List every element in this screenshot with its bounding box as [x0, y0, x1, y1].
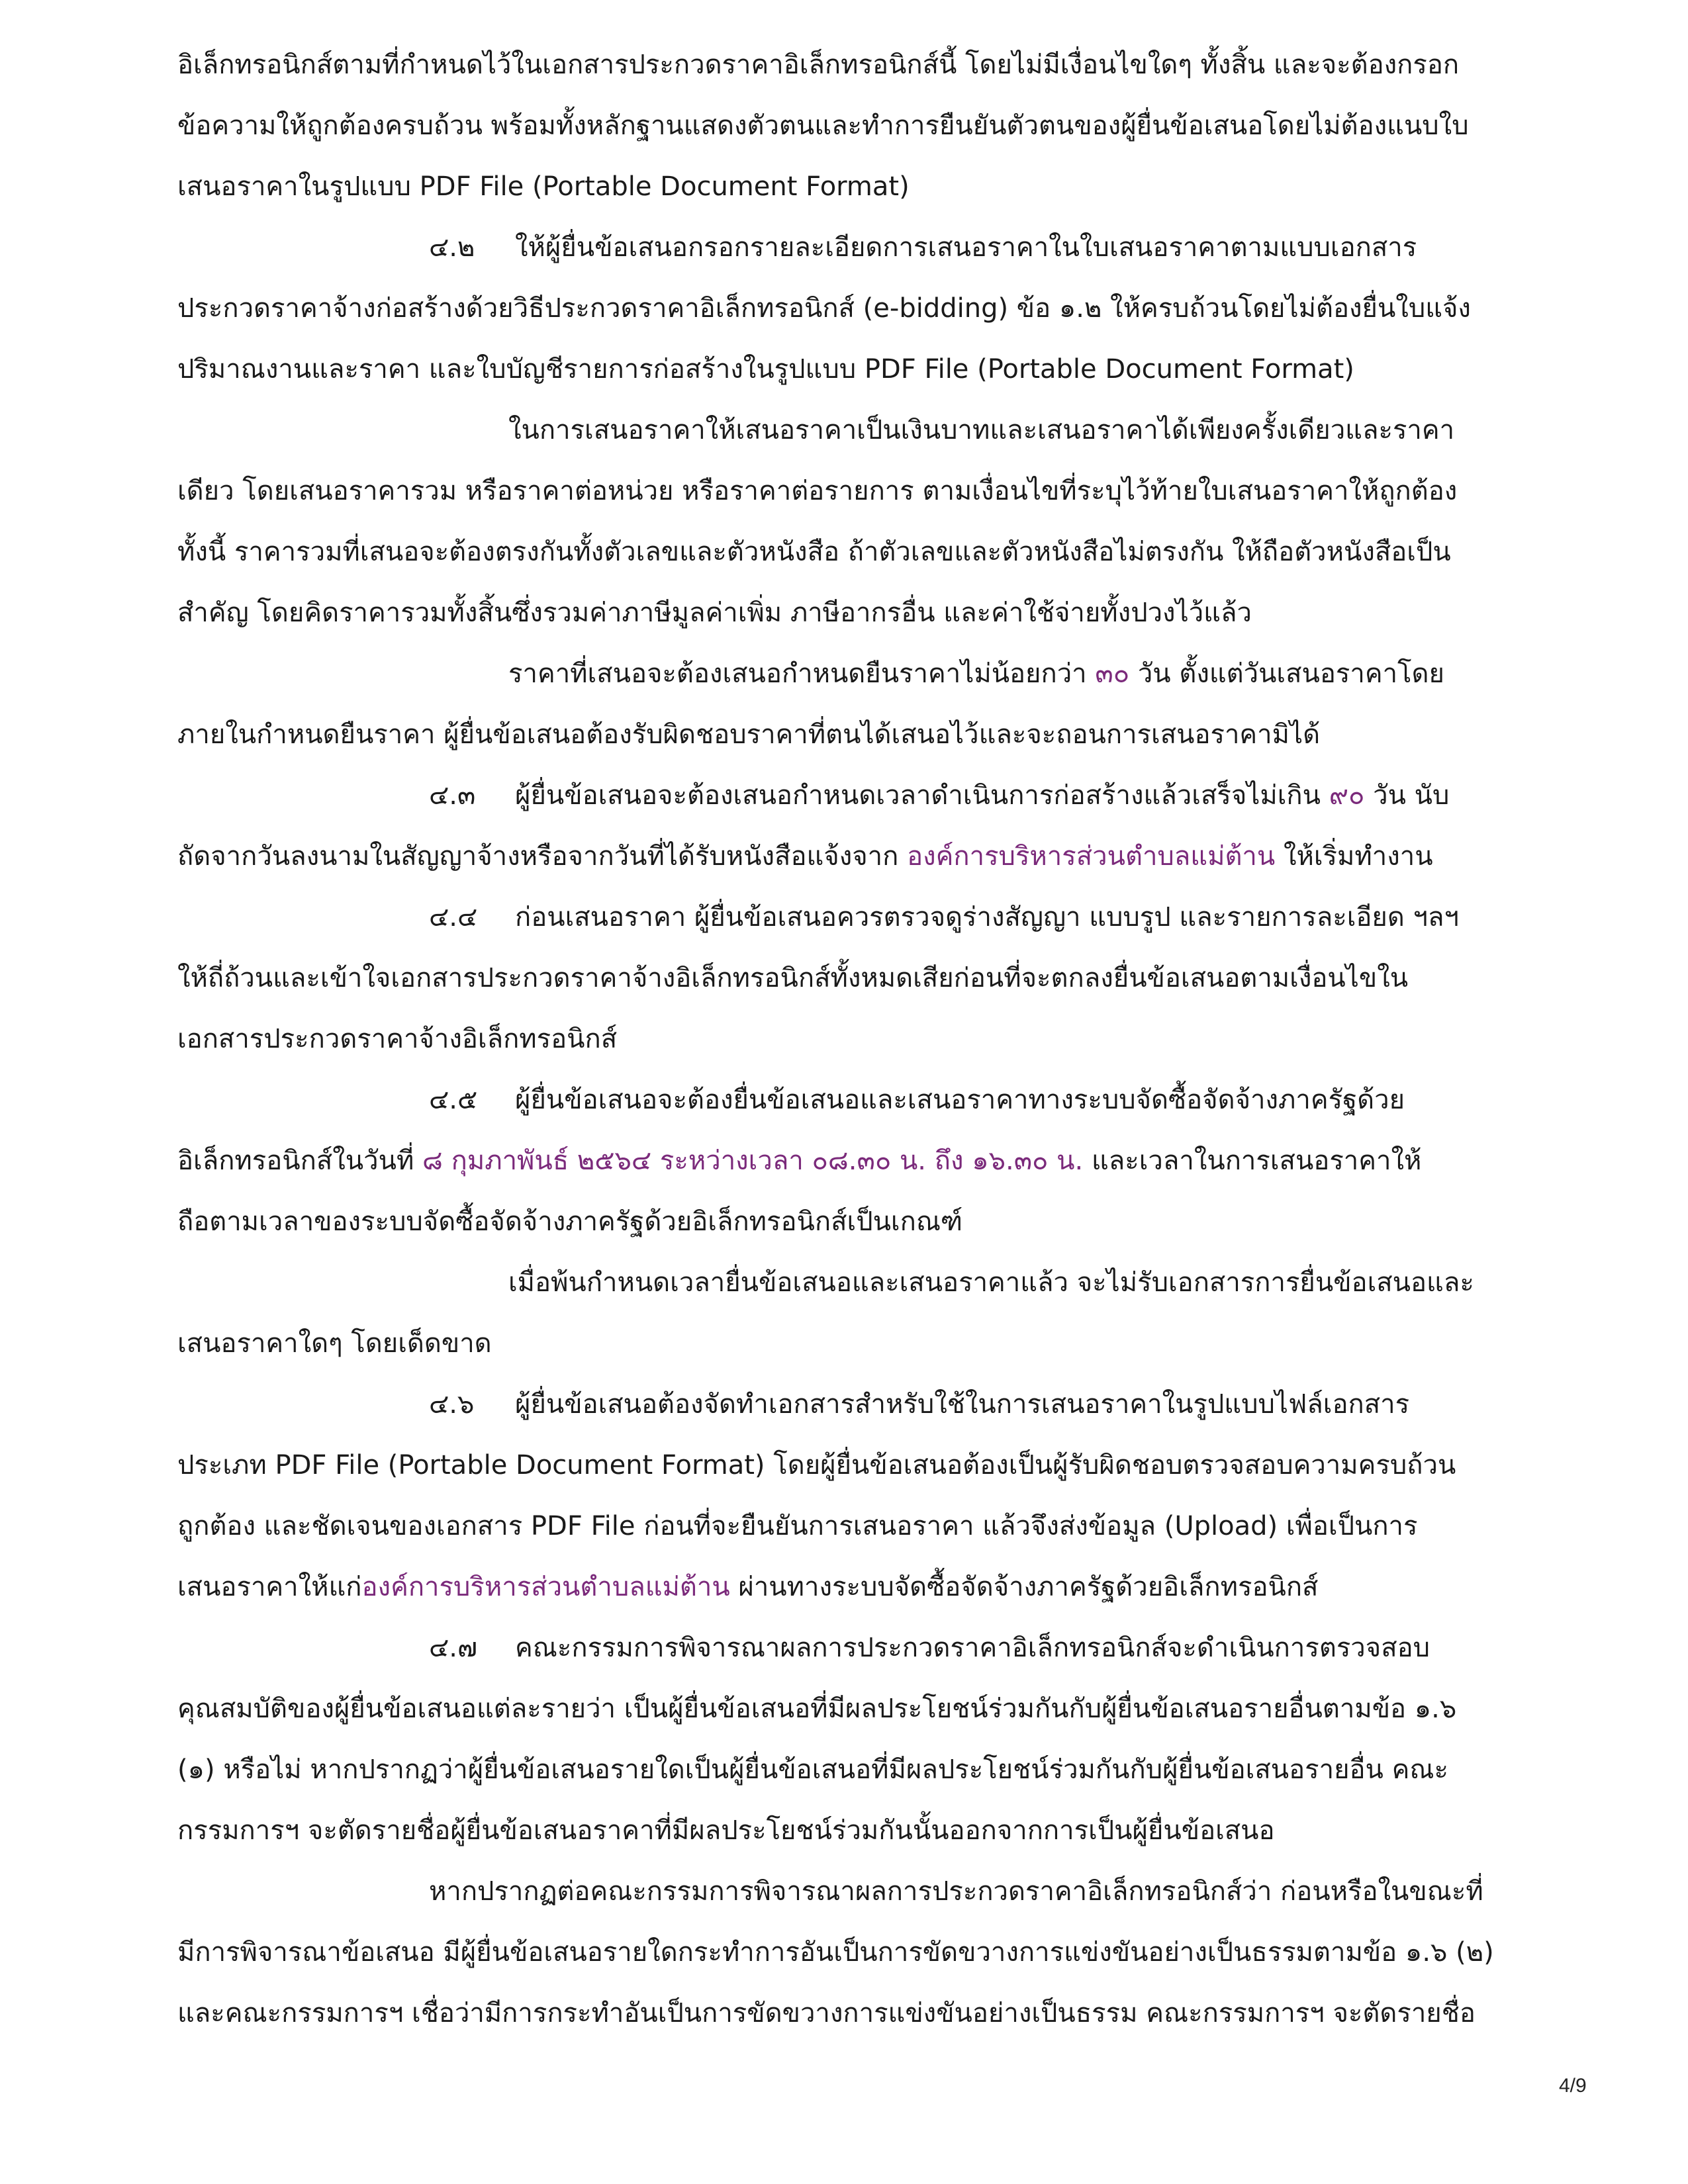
paragraph-start [177, 643, 1508, 704]
text-line [177, 278, 1508, 339]
document-body [177, 34, 1508, 2044]
clause-number: ๔.๖ [429, 1389, 475, 1420]
paragraph-start [177, 400, 1508, 461]
line-text: ผู้ยื่นข้อเสนอจะต้องยื่นข้อเสนอและเสนอราคาทางระบบจัดซื้อจัดจ้างภาครัฐด้วย [515, 1085, 1405, 1115]
text-line [177, 1800, 1508, 1861]
text-line [177, 1739, 1508, 1800]
line-text: ผู้ยื่นข้อเสนอต้องจัดทำเอกสารสำหรับใช้ในการเสนอราคาในรูปแบบไฟล์เอกสาร [515, 1389, 1410, 1420]
line-text: กรรมการฯ จะตัดรายชื่อผู้ยื่นข้อเสนอราคาที่มีผลประโยชน์ร่วมกันนั้นออกจากการเป็นผู้ยื่นข้อเสนอ [177, 1815, 1275, 1846]
organization-name: องค์การบริหารส่วนตำบลแม่ต้าน [907, 841, 1276, 872]
clause-number: ๔.๔ [429, 902, 478, 933]
line-text: ให้ผู้ยื่นข้อเสนอกรอกรายละเอียดการเสนอราคาในใบเสนอราคาตามแบบเอกสาร [515, 232, 1417, 263]
line-text: ภายในกำหนดยืนราคา ผู้ยื่นข้อเสนอต้องรับผิดชอบราคาที่ตนได้เสนอไว้และจะถอนการเสนอราคามิได้ [177, 719, 1321, 750]
line-text: เดียว โดยเสนอราคารวม หรือราคาต่อหน่วย หรือราคาต่อรายการ ตามเงื่อนไขที่ระบุไว้ท้ายใบเสนอราคาให้ถูกต้อง [177, 476, 1458, 506]
line-text: ให้เริ่มทำงาน [1275, 841, 1433, 872]
text-line [177, 1313, 1508, 1374]
text-line [177, 1983, 1508, 2044]
construction-days: ๙๐ [1329, 780, 1365, 811]
line-text: ให้ถี่ถ้วนและเข้าใจเอกสารประกวดราคาจ้างอิเล็กทรอนิกส์ทั้งหมดเสียก่อนที่จะตกลงยื่นข้อเสนอตามเงื่อนไขใน [177, 963, 1409, 993]
line-text: เมื่อพ้นกำหนดเวลายื่นข้อเสนอและเสนอราคาแล้ว จะไม่รับเอกสารการยื่นข้อเสนอและ [508, 1267, 1474, 1298]
paragraph-start [177, 1252, 1508, 1313]
clause-4-3-heading [177, 765, 1508, 826]
text-line [177, 34, 1508, 95]
text-line [177, 1557, 1508, 1617]
line-text: ราคาที่เสนอจะต้องเสนอกำหนดยืนราคาไม่น้อยกว่า [508, 659, 1096, 689]
organization-name: องค์การบริหารส่วนตำบลแม่ต้าน [361, 1572, 730, 1602]
text-line [177, 1009, 1508, 1069]
text-line [177, 522, 1508, 582]
clause-4-2-heading [177, 217, 1508, 278]
clause-4-4-heading [177, 887, 1508, 948]
line-text: ผ่านทางระบบจัดซื้อจัดจ้างภาครัฐด้วยอิเล็กทรอนิกส์ [729, 1572, 1319, 1602]
line-text: ทั้งนี้ ราคารวมที่เสนอจะต้องตรงกันทั้งตัวเลขและตัวหนังสือ ถ้าตัวเลขและตัวหนังสือไม่ตรงกัน ให้ถือตัวหนังสือเป็น [177, 537, 1451, 567]
clause-number: ๔.๕ [429, 1085, 478, 1115]
line-text: วัน ตั้งแต่วันเสนอราคาโดย [1129, 659, 1444, 689]
line-text: และคณะกรรมการฯ เชื่อว่ามีการกระทำอันเป็นการขัดขวางการแข่งขันอย่างเป็นธรรม คณะกรรมการฯ จะตัดรายชื่อ [177, 1998, 1476, 2028]
line-text: มีการพิจารณาข้อเสนอ มีผู้ยื่นข้อเสนอรายใดกระทำการอันเป็นการขัดขวางการแข่งขันอย่างเป็นธรรมตามข้อ ๑.๖ (๒) [177, 1937, 1494, 1968]
line-text: สำคัญ โดยคิดราคารวมทั้งสิ้นซึ่งรวมค่าภาษีมูลค่าเพิ่ม ภาษีอากรอื่น และค่าใช้จ่ายทั้งปวงไว้แล้ว [177, 598, 1252, 628]
clause-4-6-heading [177, 1374, 1508, 1435]
price-validity-days: ๓๐ [1095, 659, 1130, 689]
line-text: คณะกรรมการพิจารณาผลการประกวดราคาอิเล็กทรอนิกส์จะดำเนินการตรวจสอบ [515, 1633, 1430, 1663]
clause-number: ๔.๗ [429, 1633, 478, 1663]
text-line [177, 1922, 1508, 1983]
text-line [177, 461, 1508, 522]
paragraph-start [177, 1861, 1508, 1922]
line-text: อิเล็กทรอนิกส์ตามที่กำหนดไว้ในเอกสารประกวดราคาอิเล็กทรอนิกส์นี้ โดยไม่มีเงื่อนไขใดๆ ทั้งสิ้น และจะต้องกรอก [177, 50, 1460, 80]
line-text: เสนอราคาในรูปแบบ PDF File (Portable Document Format) [177, 171, 910, 202]
text-line [177, 1191, 1508, 1252]
line-text: อิเล็กทรอนิกส์ในวันที่ [177, 1146, 423, 1176]
submission-date-time: ๘ กุมภาพันธ์ ๒๕๖๔ ระหว่างเวลา ๐๘.๓๐ น. ถึง ๑๖.๓๐ น. [422, 1146, 1084, 1176]
line-text: ถูกต้อง และชัดเจนของเอกสาร PDF File ก่อนที่จะยืนยันการเสนอราคา แล้วจึงส่งข้อมูล (Upload) เพื่อเป็นการ [177, 1511, 1418, 1541]
line-text: ถือตามเวลาของระบบจัดซื้อจัดจ้างภาครัฐด้วยอิเล็กทรอนิกส์เป็นเกณฑ์ [177, 1206, 963, 1237]
text-line [177, 95, 1508, 156]
line-text: เอกสารประกวดราคาจ้างอิเล็กทรอนิกส์ [177, 1024, 618, 1054]
clause-number: ๔.๓ [429, 780, 476, 811]
line-text: ประกวดราคาจ้างก่อสร้างด้วยวิธีประกวดราคาอิเล็กทรอนิกส์ (e-bidding) ข้อ ๑.๒ ให้ครบถ้วนโดยไม่ต้องยื่นใบแจ้ง [177, 293, 1471, 324]
text-line [177, 339, 1508, 400]
line-text: หากปรากฏต่อคณะกรรมการพิจารณาผลการประกวดราคาอิเล็กทรอนิกส์ว่า ก่อนหรือในขณะที่ [429, 1876, 1483, 1907]
text-line [177, 1435, 1508, 1496]
clause-number: ๔.๒ [429, 232, 475, 263]
line-text: ถัดจากวันลงนามในสัญญาจ้างหรือจากวันที่ได้รับหนังสือแจ้งจาก [177, 841, 908, 872]
line-text: (๑) หรือไม่ หากปรากฏว่าผู้ยื่นข้อเสนอรายใดเป็นผู้ยื่นข้อเสนอที่มีผลประโยชน์ร่วมกันกับผู้ยื่นข้อเสนอรายอื่น คณะ [177, 1754, 1448, 1785]
line-text: ผู้ยื่นข้อเสนอจะต้องเสนอกำหนดเวลาดำเนินการก่อสร้างแล้วเสร็จไม่เกิน [515, 780, 1329, 811]
text-line [177, 582, 1508, 643]
clause-4-5-heading [177, 1069, 1508, 1130]
clause-4-7-heading [177, 1617, 1508, 1678]
text-line [177, 948, 1508, 1009]
text-line [177, 156, 1508, 217]
text-line [177, 1678, 1508, 1739]
line-text: เสนอราคาใดๆ โดยเด็ดขาด [177, 1328, 492, 1359]
line-text: ข้อความให้ถูกต้องครบถ้วน พร้อมทั้งหลักฐานแสดงตัวตนและทำการยืนยันตัวตนของผู้ยื่นข้อเสนอโดยไม่ต้องแนบใบ [177, 111, 1469, 141]
line-text: ประเภท PDF File (Portable Document Format) โดยผู้ยื่นข้อเสนอต้องเป็นผู้รับผิดชอบตรวจสอบความครบถ้วน [177, 1450, 1456, 1480]
text-line [177, 826, 1508, 887]
line-text: ก่อนเสนอราคา ผู้ยื่นข้อเสนอควรตรวจดูร่างสัญญา แบบรูป และรายการละเอียด ฯลฯ [515, 902, 1459, 933]
text-line [177, 1130, 1508, 1191]
line-text: ปริมาณงานและราคา และใบบัญชีรายการก่อสร้างในรูปแบบ PDF File (Portable Document Format) [177, 354, 1354, 385]
line-text: เสนอราคาให้แก่ [177, 1572, 362, 1602]
page-number: 4/9 [1559, 2075, 1587, 2097]
line-text: และเวลาในการเสนอราคาให้ [1083, 1146, 1422, 1176]
text-line [177, 1496, 1508, 1557]
line-text: ในการเสนอราคาให้เสนอราคาเป็นเงินบาทและเสนอราคาได้เพียงครั้งเดียวและราคา [508, 415, 1455, 445]
text-line [177, 704, 1508, 765]
line-text: คุณสมบัติของผู้ยื่นข้อเสนอแต่ละรายว่า เป็นผู้ยื่นข้อเสนอที่มีผลประโยชน์ร่วมกันกับผู้ยื่นข้อเสนอรายอื่นตามข้อ ๑.๖ [177, 1694, 1457, 1724]
line-text: วัน นับ [1364, 780, 1450, 811]
